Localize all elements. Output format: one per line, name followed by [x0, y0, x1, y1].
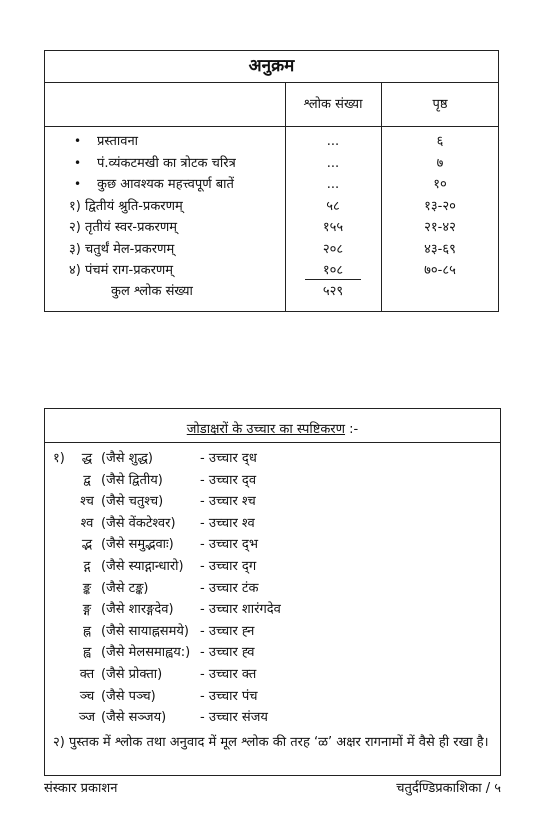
conjunct-glyph: द्ग [83, 558, 91, 574]
conjunct-glyph: द्भ [81, 537, 93, 553]
conjunct-row [45, 513, 500, 535]
conjunct-glyph: ङ्ग [82, 602, 92, 618]
chapter-title: पं.व्यंकटमखी का त्रोटक चरित्र [97, 155, 236, 171]
contents-row [45, 174, 498, 196]
shloka-count: १५५ [322, 220, 344, 235]
page-range: ४३-६९ [424, 241, 456, 257]
example-word: (जैसे समुद्भवाः) [101, 537, 174, 553]
sum-rule [305, 279, 361, 280]
pronunciation: - उच्चार टंक [200, 580, 259, 596]
chapter-title: ३) चतुर्थं मेल-प्रकरणम् [69, 241, 175, 257]
example-word: (जैसे शुद्ध) [101, 451, 153, 466]
chapter-title: प्रस्तावना [97, 134, 139, 149]
conjunct-glyph: ञ्ज [78, 710, 96, 726]
conjunct-heading-suffix: :- [345, 422, 359, 437]
pronunciation: - उच्चार श्‍च [200, 494, 256, 510]
contents-row [45, 239, 498, 261]
example-word: (जैसे चतुश्च) [101, 494, 164, 510]
conjunct-row [45, 534, 500, 556]
example-word: (जैसे प्रोक्ता) [101, 666, 163, 682]
pronunciation: - उच्चार द्‍व [200, 472, 257, 488]
shloka-count-header: श्लोक संख्या [303, 97, 363, 112]
conjunct-glyph: द्व [83, 472, 91, 488]
example-word: (जैसे सञ्जय) [101, 710, 167, 726]
conjunct-row [45, 556, 500, 578]
conjunct-heading-text: जोडाक्षरों के उच्चार का स्पष्टिकरण [186, 422, 346, 437]
pronunciation: - उच्चार द्‍ग [200, 558, 257, 574]
conjunct-row [45, 578, 500, 600]
chapter-title: १) द्वितीयं श्रुति-प्रकरणम् [69, 198, 183, 214]
shloka-count: ... [326, 155, 340, 171]
item-number: १) [53, 451, 65, 466]
example-word: (जैसे पञ्च) [101, 688, 156, 704]
conjunct-row [45, 448, 500, 470]
example-word: (जैसे मेलसमाह्वय:) [101, 645, 191, 661]
example-word: (जैसे शारङ्गदेव) [101, 602, 174, 618]
shloka-count: १०८ [322, 263, 344, 278]
pronunciation: - उच्चार संजय [200, 710, 268, 726]
pronunciation: - उच्चार ह्‍न [200, 623, 255, 639]
page-header: पृष्ठ [432, 97, 448, 112]
conjunct-glyph: ञ्च [79, 688, 95, 704]
pronunciation: - उच्चार द्‍भ [200, 537, 258, 553]
contents-row [45, 217, 498, 239]
conjunct-glyph: ङ्क [82, 580, 92, 596]
conjunct-pronunciation-box [44, 408, 501, 776]
total-value: ५२९ [322, 284, 344, 299]
example-word: (जैसे सायाह्नसमये) [101, 623, 189, 639]
pronunciation: - उच्चार द्‍ध [200, 451, 257, 466]
conjunct-glyph: श्व [80, 515, 94, 531]
conjunct-row [45, 642, 500, 664]
conjunct-glyph: ह्न [82, 623, 92, 639]
conjunct-glyph: क्त [79, 666, 95, 682]
contents-row [45, 196, 498, 218]
conjunct-glyph: ह्व [82, 645, 92, 661]
total-row [45, 281, 498, 303]
pronunciation: - उच्चार श्‍व [200, 515, 255, 531]
contents-title: अनुक्रम [45, 51, 498, 83]
bullet-icon: • [74, 155, 82, 170]
contents-row [45, 260, 498, 282]
pronunciation: - उच्चार पंच [200, 688, 258, 704]
contents-row [45, 153, 498, 175]
shloka-count: ५८ [326, 198, 340, 214]
contents-rows [45, 131, 498, 282]
chapter-title: ४) पंचमं राग-प्रकरणम् [69, 263, 174, 278]
total-label: कुल श्लोक संख्या [111, 284, 193, 299]
publisher-name: संस्कार प्रकाशन [44, 781, 118, 796]
contents-row [45, 131, 498, 153]
page-range: १० [433, 177, 447, 192]
note-paragraph: २) पुस्तक में श्लोक तथा अनुवाद में मूल श्लोक की तरह ‘ळ’ अक्षर रागनामों में वैसे ही रखा है। [53, 735, 489, 750]
conjunct-row [45, 621, 500, 643]
conjunct-row [45, 686, 500, 708]
pronunciation: - उच्चार ह्‍व [200, 645, 255, 661]
conjunct-heading [45, 419, 500, 437]
conjunct-row [45, 707, 500, 729]
pronunciation: - उच्चार शारंगदेव [200, 602, 281, 618]
pronunciation: - उच्चार क्‍त [200, 666, 257, 682]
book-title-page-number: चतुर्दण्डिप्रकाशिका / ५ [396, 781, 501, 796]
page-footer [44, 778, 501, 798]
shloka-count: ... [326, 134, 340, 149]
bullet-icon: • [74, 134, 82, 148]
page-range: १३-२० [424, 198, 456, 214]
heading-divider [45, 442, 500, 443]
conjunct-list [45, 448, 500, 729]
conjunct-glyph: श्च [80, 494, 94, 510]
shloka-count: २०८ [322, 241, 344, 257]
page-range: ७ [436, 155, 444, 171]
shloka-count: ... [326, 177, 340, 192]
chapter-title: कुछ आवश्यक महत्त्वपूर्ण बातें [97, 177, 234, 192]
conjunct-row [45, 491, 500, 513]
chapter-title: २) तृतीयं स्वर-प्रकरणम् [69, 220, 177, 235]
example-word: (जैसे वेंकटेश्वर) [101, 515, 176, 531]
conjunct-row [45, 470, 500, 492]
example-word: (जैसे द्वितीय) [101, 472, 163, 488]
bullet-icon: • [74, 177, 82, 191]
page-range: २१-४२ [424, 220, 456, 235]
conjunct-row [45, 599, 500, 621]
conjunct-row [45, 664, 500, 686]
example-word: (जैसे टङ्क) [101, 580, 149, 596]
contents-table [44, 50, 499, 312]
example-word: (जैसे स्याद्गान्धारो) [101, 558, 184, 574]
page-range: ६ [436, 134, 444, 149]
conjunct-glyph: द्ध [81, 451, 93, 466]
contents-header-row [45, 83, 498, 127]
page-range: ७०-८५ [424, 263, 456, 278]
